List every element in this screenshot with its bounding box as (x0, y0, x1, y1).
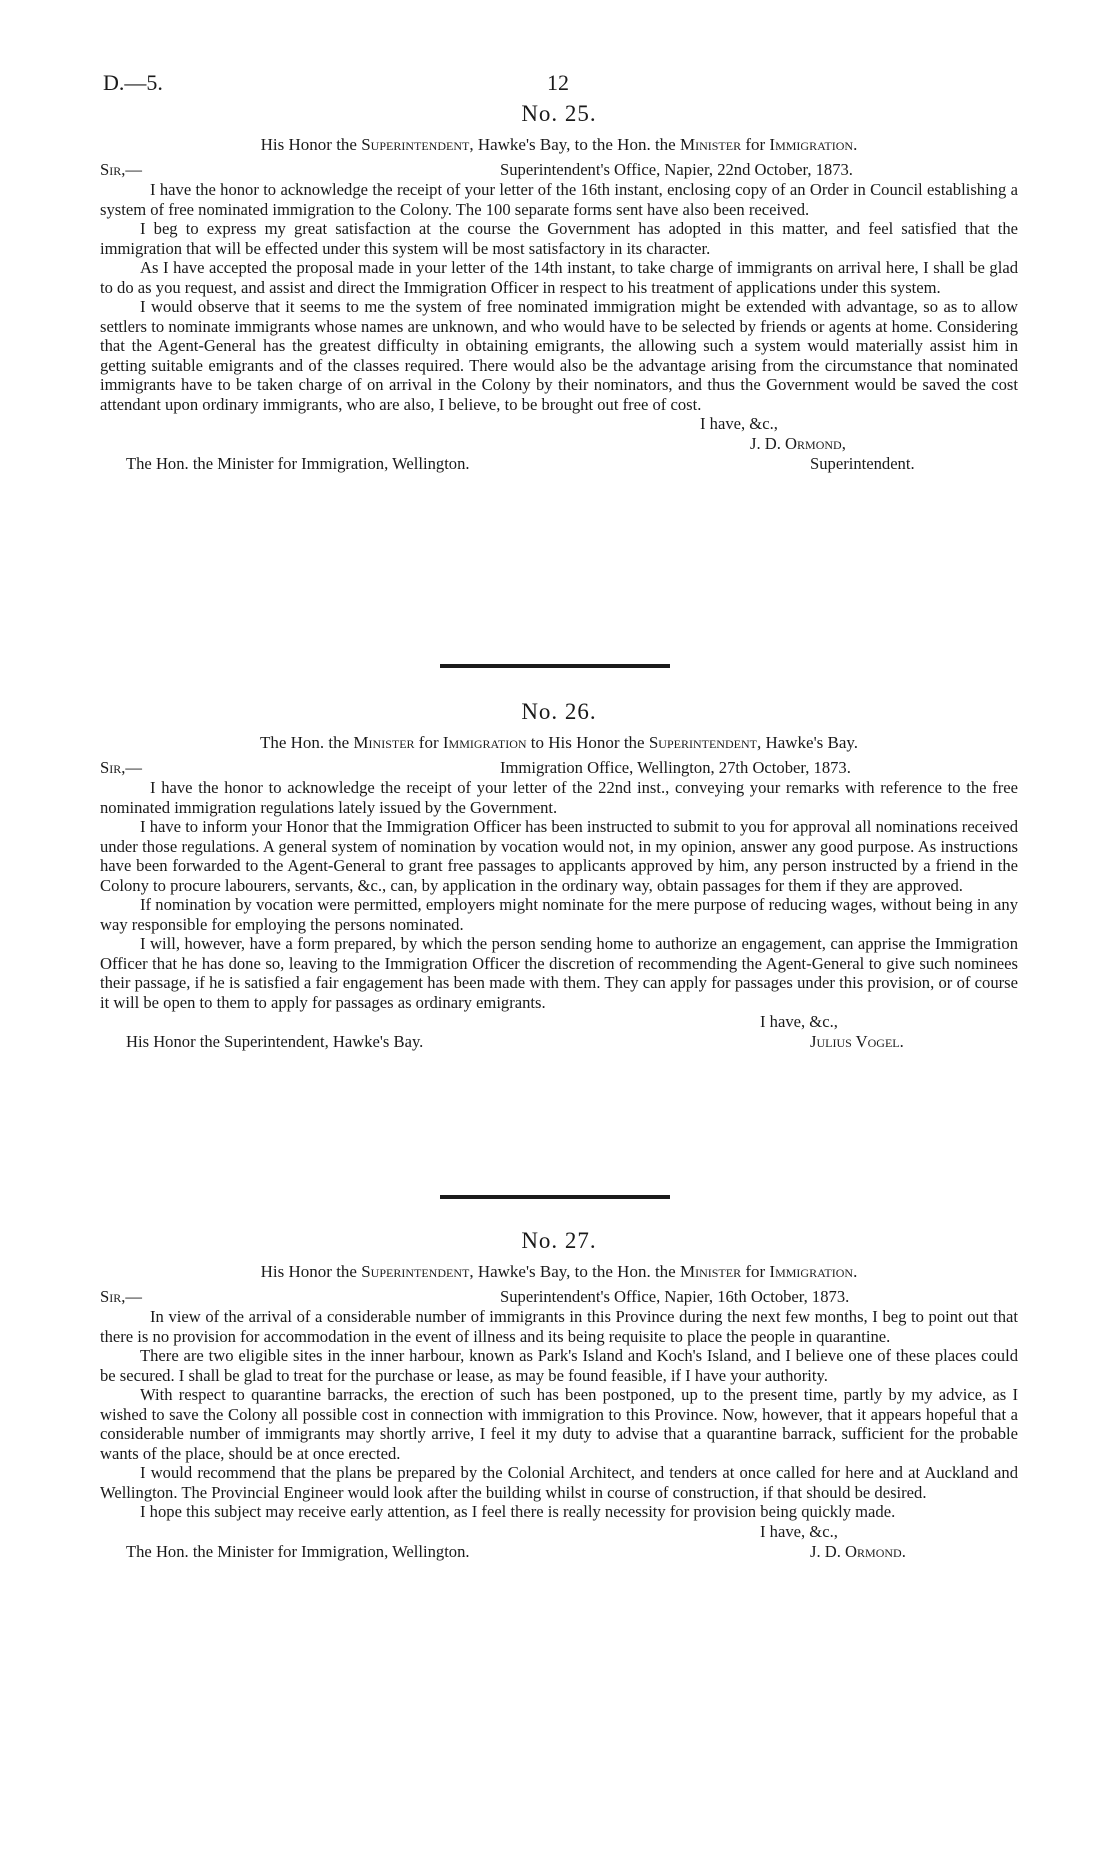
recipient: His Honor the Superintendent, Hawke's Bay. (126, 1032, 424, 1051)
salutation-row (100, 1287, 1018, 1307)
dateline: Immigration Office, Wellington, 27th October, 1873. (500, 758, 851, 777)
address-text: for (741, 135, 770, 154)
closing-phrase: I have, &c., (700, 414, 778, 433)
address-text: . (853, 135, 858, 154)
address-title: Minister (679, 1262, 742, 1281)
address-title: Minister (353, 733, 415, 752)
paragraph: I hope this subject may receive early attention, as I feel there is really necessity for provision being quickly made. (140, 1502, 896, 1521)
salutation-row (100, 758, 1018, 778)
paragraph: As I have accepted the proposal made in your letter of the 14th instant, to take charge of immigrants on arrival here, I shall be glad to do as you request, and assist and direct the Immigration Officer in respect to his treatment of applications under this system. (100, 258, 1018, 297)
salutation-row (100, 160, 1018, 180)
address-text: , Hawke's Bay. (756, 733, 859, 752)
paragraph: I will, however, have a form prepared, by which the person sending home to authorize an engagement, can apprise the Immigration Officer that he has done so, leaving to the Immigration Officer the discretion of recommending the Agent-General to give such nominees their passage, if he is satisfied a fair engagement has been made with them. They can apply for passages under this provision, or of course it will be open to them to apply for passages as ordinary emigrants. (100, 934, 1018, 1012)
letter-closing (100, 1522, 1018, 1566)
letter-number: No. 27. (521, 1228, 597, 1253)
salutation: Sir,— (100, 758, 142, 777)
signature: J. D. Ormond. (810, 1541, 906, 1561)
signature: J. D. Ormond, (750, 434, 846, 453)
paragraph: There are two eligible sites in the inner harbour, known as Park's Island and Koch's Island, and I believe one of these places could be secured. I shall be glad to treat for the purchase or lease, as may be found feasible, if I have your authority. (100, 1346, 1018, 1385)
letter-27 (100, 1227, 1018, 1566)
recipient: The Hon. the Minister for Immigration, Wellington. (126, 454, 470, 473)
address-text: His Honor the (260, 1262, 362, 1281)
letter-address (100, 1261, 1018, 1283)
letter-number: No. 25. (521, 101, 597, 126)
paragraph: I have the honor to acknowledge the receipt of your letter of the 16th instant, enclosing copy of an Order in Council establishing a system of free nominated immigration to the Colony. The 100 separate forms sent have also been received. (100, 180, 1018, 219)
dateline: Superintendent's Office, Napier, 22nd October, 1873. (500, 160, 853, 179)
paragraph: In view of the arrival of a considerable number of immigrants in this Province during the next few months, I beg to point out that there is no provision for accommodation in the event of illness and its being requisite to place the people in quarantine. (100, 1307, 1018, 1346)
section-divider (440, 1195, 670, 1199)
address-text: to His Honor the (526, 733, 649, 752)
paragraph: With respect to quarantine barracks, the erection of such has been postponed, up to the present time, partly by my advice, as I wished to save the Colony all possible cost in connection with immigration to this Province. Now, however, that it appears hopeful that a considerable number of immigrants may shortly arrive, I feel it my duty to advise that a quarantine barrack, sufficient for the probable wants of the place, should be at once erected. (100, 1385, 1018, 1463)
letter-body (100, 180, 1018, 414)
salutation: Sir,— (100, 160, 142, 179)
letter-closing (100, 414, 1018, 474)
paragraph: I have to inform your Honor that the Immigration Officer has been instructed to submit to you for approval all nominations received under those regulations. A general system of nomination by vocation would not, in my opinion, answer any good purpose. As instructions have been forwarded to the Agent-General to grant free passages to applicants approved by him, any person instructed by a friend in the Colony to procure labourers, servants, &c., can, by application in the ordinary way, obtain passages for them if they are approved. (100, 817, 1018, 895)
address-title: Superintendent (648, 733, 757, 752)
paragraph: I have the honor to acknowledge the receipt of your letter of the 22nd inst., conveying your remarks with reference to the free nominated immigration regulations lately issued by the Government. (100, 778, 1018, 817)
paragraph: I would observe that it seems to me the system of free nominated immigration might be extended with advantage, so as to allow settlers to nominate immigrants whose names are unknown, and who would have to be selected by friends or agents at home. Considering that the Agent-General has the greatest difficulty in obtaining emigrants, the allowing such a system would materially assist him in getting suitable emigrants and of the classes required. There would also be the advantage arising from the circumstance that nominated immigrants have to be taken charge of on arrival in the Colony by their nominators, and thus the Government would be saved the cost attendant upon ordinary immigrants, who are also, I believe, to be brought out free of cost. (100, 297, 1018, 414)
address-title: Superintendent (361, 135, 470, 154)
paragraph: I beg to express my great satisfaction at the course the Government has adopted in this matter, and feel satisfied that the immigration that will be effected under this system will be most satisfactory in its character. (100, 219, 1018, 258)
paragraph: If nomination by vocation were permitted, employers might nominate for the mere purpose of reducing wages, without being in any way responsible for employing the persons nominated. (100, 895, 1018, 934)
page-header (103, 70, 1003, 100)
address-text: for (414, 733, 443, 752)
closing-phrase: I have, &c., (760, 1521, 838, 1541)
address-text: . (853, 1262, 858, 1281)
letter-address (100, 134, 1018, 156)
section-divider (440, 664, 670, 668)
letter-26 (100, 698, 1018, 1056)
letter-closing (100, 1012, 1018, 1056)
address-text: The Hon. the (259, 733, 354, 752)
recipient: The Hon. the Minister for Immigration, Wellington. (126, 1541, 470, 1561)
letter-number: No. 26. (521, 699, 597, 724)
address-title: Immigration (442, 733, 527, 752)
address-text: for (741, 1262, 770, 1281)
letter-body (100, 1307, 1018, 1522)
address-text: His Honor the (260, 135, 362, 154)
document-reference: D.—5. (103, 70, 163, 95)
address-text: , Hawke's Bay, to the Hon. the (469, 1262, 680, 1281)
paragraph: I would recommend that the plans be prepared by the Colonial Architect, and tenders at once called for here and at Auckland and Wellington. The Provincial Engineer would look after the building whilst in course of construction, if that should be desired. (100, 1463, 1018, 1502)
address-title: Immigration (769, 135, 854, 154)
salutation: Sir,— (100, 1287, 142, 1306)
dateline: Superintendent's Office, Napier, 16th October, 1873. (500, 1287, 850, 1306)
address-title: Immigration (769, 1262, 854, 1281)
letter-address (100, 732, 1018, 754)
address-title: Superintendent (361, 1262, 470, 1281)
address-title: Minister (679, 135, 742, 154)
address-text: , Hawke's Bay, to the Hon. the (469, 135, 680, 154)
letter-body (100, 778, 1018, 1012)
page-number: 12 (547, 70, 569, 95)
signature-title: Superintendent. (810, 454, 915, 473)
closing-phrase: I have, &c., (760, 1012, 838, 1031)
letter-25 (100, 100, 1018, 474)
signature: Julius Vogel. (810, 1032, 904, 1051)
